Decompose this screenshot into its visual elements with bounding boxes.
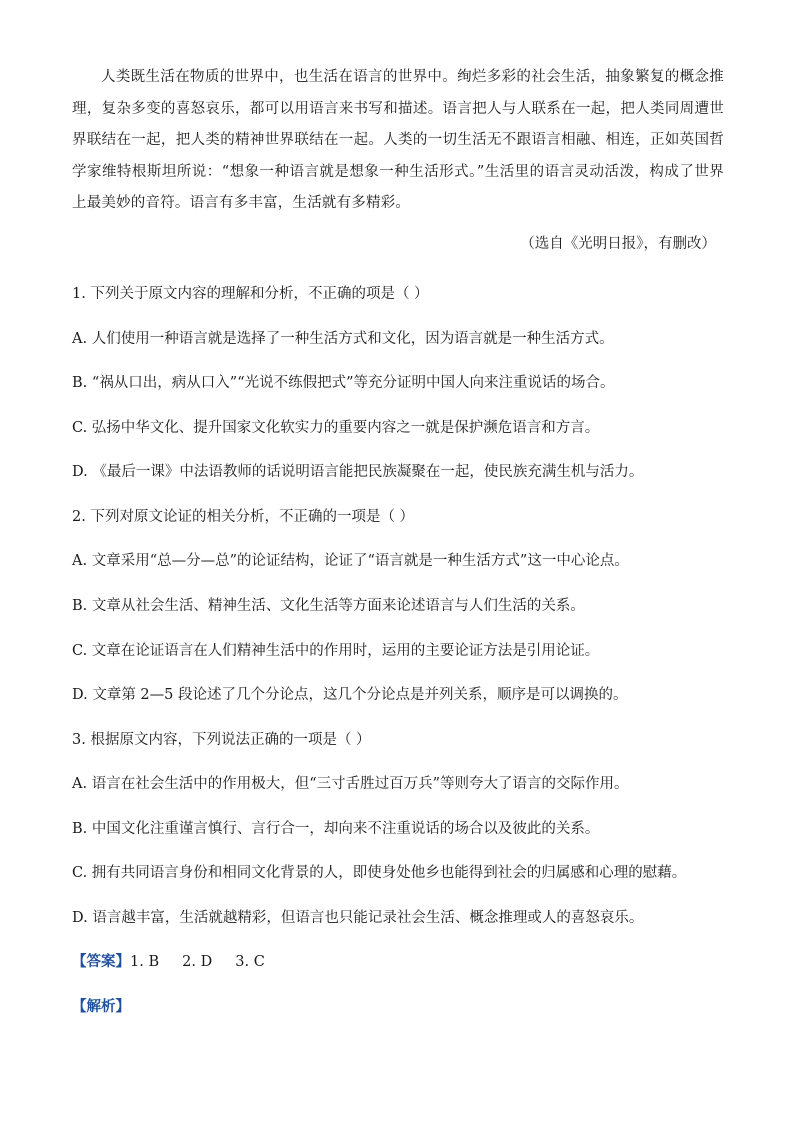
question-1-option-b: B. “祸从口出，病从口入”“光说不练假把式”等充分证明中国人向来注重说话的场合。	[72, 375, 615, 391]
question-2-option-b: B. 文章从社会生活、精神生活、文化生活等方面来论述语言与人们生活的关系。	[72, 598, 585, 614]
analysis-label: 【解析】	[72, 998, 130, 1015]
question-3-option-c: C. 拥有共同语言身份和相同文化背景的人，即使身处他乡也能得到社会的归属感和心理的慰藉。	[72, 865, 687, 881]
question-1-option-a: A. 人们使用一种语言就是选择了一种生活方式和文化，因为语言就是一种生活方式。	[72, 331, 614, 347]
question-3-stem: 3. 根据原文内容，下列说法正确的一项是（ ）	[72, 732, 371, 748]
question-1-option-d: D. 《最后一课》中法语教师的话说明语言能把民族凝聚在一起，使民族充满生机与活力。	[72, 464, 644, 480]
question-3-option-b: B. 中国文化注重谨言慎行、言行合一，却向来不注重说话的场合以及彼此的关系。	[72, 821, 600, 837]
answer-text: 1. B 2. D 3. C	[130, 954, 265, 970]
question-3-option-d: D. 语言越丰富，生活就越精彩，但语言也只能记录社会生活、概念推理或人的喜怒哀乐。	[72, 910, 644, 926]
question-2-stem: 2. 下列对原文论证的相关分析，不正确的一项是（ ）	[72, 509, 415, 525]
question-1-option-c: C. 弘扬中华文化、提升国家文化软实力的重要内容之一就是保护濒危语言和方言。	[72, 420, 600, 436]
analysis-line	[72, 995, 732, 1016]
answer-line	[72, 950, 732, 971]
passage-paragraph: 人类既生活在物质的世界中，也生活在语言的世界中。绚烂多彩的社会生活，抽象繁复的概念推理，复杂多变的喜怒哀乐，都可以用语言来书写和描述。语言把人与人联系在一起，把人类同周遭世界联结在一起，把人类的精神世界联结在一起。人类的一切生活无不跟语言相融、相连，正如英国哲学家维特根斯坦所说：“想象一种语言就是想象一种生活形式。”生活里的语言灵动活泼，构成了世界上最美妙的音符。语言有多丰富，生活就有多精彩。	[72, 69, 724, 212]
question-1-stem: 1. 下列关于原文内容的理解和分析，不正确的项是（ ）	[72, 286, 429, 302]
answer-label: 【答案】	[72, 953, 130, 970]
question-2-option-a: A. 文章采用“总—分—总”的论证结构，论证了“语言就是一种生活方式”这一中心论点。	[72, 553, 629, 569]
question-3-option-a: A. 语言在社会生活中的作用极大，但“三寸舌胜过百万兵”等则夸大了语言的交际作用。	[72, 776, 629, 792]
question-2-option-c: C. 文章在论证语言在人们精神生活中的作用时，运用的主要论证方法是引用论证。	[72, 643, 600, 659]
source-citation: （选自《光明日报》，有删改）	[520, 236, 716, 252]
question-2-option-d: D. 文章第 2—5 段论述了几个分论点，这几个分论点是并列关系，顺序是可以调换的。	[72, 687, 628, 703]
